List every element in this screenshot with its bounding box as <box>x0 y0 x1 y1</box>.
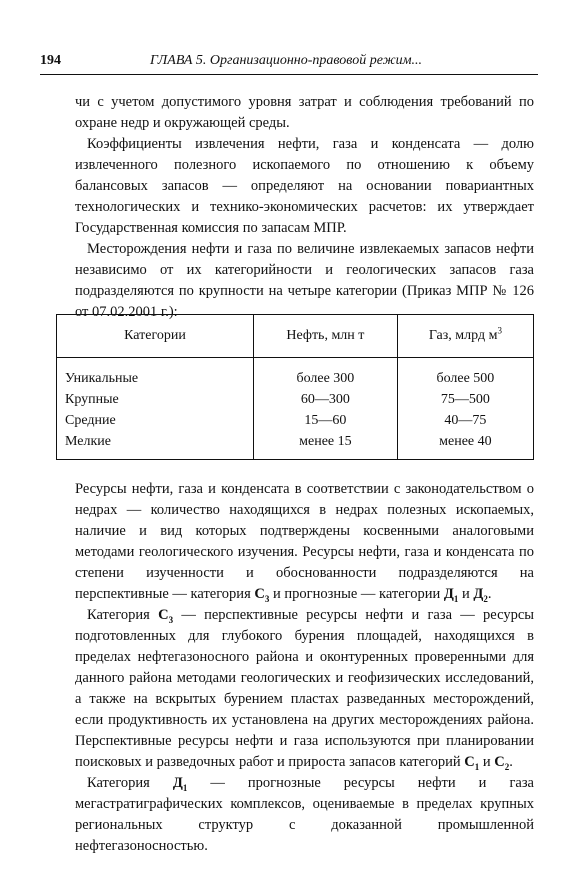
table-cell: менее 15 <box>299 434 352 449</box>
table-cell: Крупные <box>65 392 119 407</box>
text-block-bottom <box>75 479 534 857</box>
page-number: 194 <box>40 53 61 68</box>
categories-table <box>56 314 534 460</box>
table-cell: менее 40 <box>439 434 492 449</box>
chapter-title: ГЛАВА 5. Организационно-правовой режим... <box>150 53 423 68</box>
table-cell: Мелкие <box>65 434 111 449</box>
table-row <box>57 358 534 460</box>
table-cell: более 300 <box>296 371 355 386</box>
paragraph: Категория $Д_1$ — прогнозные ресурсы нефти и газа мегастратиграфических комплексов, оцениваемые в пределах крупных региональных структур с доказанной промышленной нефтегазоносностью. <box>75 775 534 854</box>
paragraph: чи с учетом допустимого уровня затрат и соблюдения требований по охране недр и окружающей среды. <box>75 94 534 131</box>
paragraph: Категория $С_3$ — перспективные ресурсы нефти и газа — ресурсы подготовленных для глубокого бурения площадей, находящихся в пределах нефтегазоносного района и оконтуренных проверенными для данного района методами геологических и геофизических исследований, а также на вскрытых бурением пластах разведанных месторождений, если продуктивность их установлена на других месторождениях района. Перспективные ресурсы нефти и газа используются при планировании поисковых и разведочных работ и прироста запасов категорий $С_1$ и $С_2$. <box>75 607 534 772</box>
table-cell: 75—500 <box>440 392 490 407</box>
paragraph: Месторождения нефти и газа по величине извлекаемых запасов нефти независимо от их категорийности и геологических запасов газа подразделяются по крупности на четыре категории (Приказ МПР № 126 от 07.02.2001 г.): <box>75 241 534 320</box>
table-cell: 40—75 <box>444 413 487 428</box>
category-column <box>57 358 254 460</box>
column-header-oil: Нефть, млн т <box>254 315 398 358</box>
column-header-category: Категории <box>57 315 254 358</box>
gas-column <box>397 358 533 460</box>
table-cell: 15—60 <box>304 413 347 428</box>
table-cell: 60—300 <box>300 392 350 407</box>
table-cell: более 500 <box>436 371 495 386</box>
table-cell: Средние <box>65 413 116 428</box>
text-block-top <box>75 92 534 323</box>
table-cell: Уникальные <box>65 371 139 386</box>
paragraph: Коэффициенты извлечения нефти, газа и конденсата — долю извлеченного полезного ископаемого по отношению к объему балансовых запасов — определяют на основании повариантных технологических и технико-экономических расчетов: их утверждает Государственная комиссия по запасам МПР. <box>75 136 534 236</box>
paragraph: Ресурсы нефти, газа и конденсата в соответствии с законодательством о недрах — количество находящихся в недрах полезных ископаемых, наличие и вид которых подтверждены косвенными аналоговыми методами геологического изучения. Ресурсы нефти, газа и конденсата по степени изученности и обоснованности подразделяются на перспективные — категория $С_3$ и прогнозные — категории $Д_1$ и $Д_2$. <box>75 481 534 604</box>
oil-column <box>254 358 398 460</box>
column-header-gas: Газ, млрд $м^3$ <box>397 315 533 358</box>
header-rule <box>40 74 538 75</box>
table-header-row <box>57 315 534 358</box>
